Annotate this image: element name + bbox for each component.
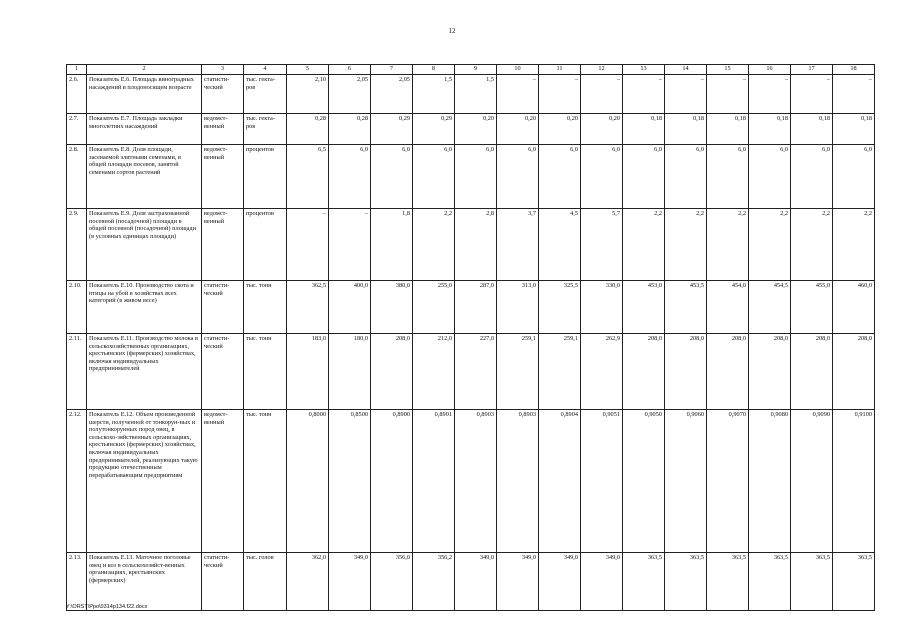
value-cell: 259,1 [497,334,539,410]
value-cell: 455,0 [791,281,833,334]
column-number-header: 14 [665,65,707,75]
indicator-type-cell: статисти-ческий [202,334,244,410]
value-cell: 0,8901 [413,410,455,553]
value-cell: 6,0 [791,145,833,209]
value-cell: 325,5 [539,281,581,334]
value-cell: 2,2 [623,209,665,281]
value-cell: 460,0 [833,281,875,334]
value-cell: 313,0 [497,281,539,334]
row-number-cell: 2.13. [67,553,87,611]
value-cell: – [665,75,707,114]
value-cell: 183,0 [287,334,329,410]
value-cell: 0,8904 [539,410,581,553]
indicator-name-cell: Показатель Е.6. Площадь виноградных насаждений в плодоносящем возрасте [87,75,202,114]
row-number-cell: 2.11. [67,334,87,410]
value-cell: 6,0 [539,145,581,209]
indicator-name-cell: Показатель Е.9. Доля застрахованной посевной (посадочной) площади в общей посевной (посадочной) площади (в условных единицах площади) [87,209,202,281]
value-cell: 2,05 [371,75,413,114]
table-header-row [67,65,875,75]
value-cell: – [749,75,791,114]
value-cell: 0,18 [791,114,833,145]
table-row [67,114,875,145]
unit-cell: процентов [244,145,287,209]
value-cell: 208,0 [707,334,749,410]
value-cell: 349,0 [581,553,623,611]
column-number-header: 15 [707,65,749,75]
value-cell: 380,0 [371,281,413,334]
value-cell: 2,05 [329,75,371,114]
table-row [67,334,875,410]
indicator-type-cell: ведомст-венный [202,145,244,209]
unit-cell: тыс. тонн [244,334,287,410]
value-cell: 0,29 [413,114,455,145]
value-cell: 0,8903 [455,410,497,553]
value-cell: 454,5 [749,281,791,334]
value-cell: 6,0 [413,145,455,209]
column-number-header: 2 [87,65,202,75]
value-cell: 0,20 [539,114,581,145]
value-cell: 363,5 [665,553,707,611]
value-cell: 0,28 [329,114,371,145]
value-cell: 259,1 [539,334,581,410]
column-number-header: 9 [455,65,497,75]
value-cell: 2,2 [791,209,833,281]
indicator-name-cell: Показатель Е.12. Объем произведенной шерсти, полученной от тонкорун-ных и полутонкорунных пород овец, в сельскохо-зяйственных организациях, крестьянских (фермерских) хозяйствах, включая индивидуальных предпринимателей, реализующих такую продукцию отечественным перерабатывающим предприятиям [87,410,202,553]
indicator-name-cell: Показатель Е.13. Маточное поголовье овец и коз в сельскохозяйст-венных организациях, крестьянских (фермерских) [87,553,202,611]
table-row [67,209,875,281]
column-number-header: 18 [833,65,875,75]
value-cell: 255,0 [413,281,455,334]
value-cell: 363,5 [749,553,791,611]
value-cell: 0,18 [623,114,665,145]
value-cell: 0,29 [371,114,413,145]
indicator-name-cell: Показатель Е.8. Доля площади, засеваемой элитными семенами, в общей площади посевов, занятой семенами сортов растений [87,145,202,209]
value-cell: – [833,75,875,114]
value-cell: 208,0 [665,334,707,410]
indicator-name-cell: Показатель Е.10. Производство скота и птицы на убой в хозяйствах всех категорий (в живом весе) [87,281,202,334]
value-cell: 363,5 [623,553,665,611]
value-cell: 208,0 [371,334,413,410]
value-cell: 0,18 [833,114,875,145]
indicator-type-cell: статисти-ческий [202,553,244,611]
value-cell: 356,0 [371,553,413,611]
value-cell: 6,0 [833,145,875,209]
value-cell: 208,0 [791,334,833,410]
value-cell: 6,0 [371,145,413,209]
value-cell: 0,28 [287,114,329,145]
value-cell: 2,10 [287,75,329,114]
column-number-header: 5 [287,65,329,75]
row-number-cell: 2.12. [67,410,87,553]
value-cell: 363,5 [833,553,875,611]
value-cell: – [623,75,665,114]
column-number-header: 7 [371,65,413,75]
value-cell: 287,0 [455,281,497,334]
table-row [67,145,875,209]
value-cell: 6,0 [497,145,539,209]
column-number-header: 4 [244,65,287,75]
value-cell: 1,8 [371,209,413,281]
value-cell: 0,9100 [833,410,875,553]
value-cell: 1,5 [455,75,497,114]
unit-cell: процентов [244,209,287,281]
value-cell: 0,18 [665,114,707,145]
value-cell: 180,0 [329,334,371,410]
indicator-type-cell: ведомст-венный [202,410,244,553]
value-cell: 454,0 [707,281,749,334]
value-cell: 6,0 [707,145,749,209]
value-cell: 0,8500 [329,410,371,553]
value-cell: 5,7 [581,209,623,281]
value-cell: 227,0 [455,334,497,410]
value-cell: 362,0 [287,553,329,611]
value-cell: – [497,75,539,114]
row-number-cell: 2.6. [67,75,87,114]
column-number-header: 3 [202,65,244,75]
value-cell: 2,2 [665,209,707,281]
value-cell: 349,0 [455,553,497,611]
value-cell: 0,20 [455,114,497,145]
value-cell: 362,5 [287,281,329,334]
value-cell: – [329,209,371,281]
value-cell: 212,0 [413,334,455,410]
value-cell: 0,9060 [665,410,707,553]
value-cell: 330,0 [581,281,623,334]
indicators-table-wrapper [66,64,875,611]
indicator-type-cell: ведомст-венный [202,209,244,281]
value-cell: 0,20 [581,114,623,145]
value-cell: 0,8000 [287,410,329,553]
indicator-type-cell: ведомст-венный [202,114,244,145]
column-number-header: 13 [623,65,665,75]
column-number-header: 1 [67,65,87,75]
value-cell: 208,0 [623,334,665,410]
value-cell: 0,9070 [707,410,749,553]
value-cell: 356,2 [413,553,455,611]
value-cell: 349,0 [329,553,371,611]
row-number-cell: 2.9. [67,209,87,281]
unit-cell: тыс. тонн [244,281,287,334]
column-number-header: 16 [749,65,791,75]
value-cell: 0,18 [749,114,791,145]
value-cell: – [791,75,833,114]
value-cell: 0,9090 [791,410,833,553]
indicator-name-cell: Показатель Е.7. Площадь закладки многолетних насаждений [87,114,202,145]
column-number-header: 10 [497,65,539,75]
page-number: 12 [448,27,456,35]
value-cell: 363,5 [791,553,833,611]
value-cell: – [287,209,329,281]
value-cell: 6,5 [287,145,329,209]
column-number-header: 8 [413,65,455,75]
value-cell: 0,18 [707,114,749,145]
value-cell: 6,0 [455,145,497,209]
value-cell: 2,2 [833,209,875,281]
value-cell: 208,0 [833,334,875,410]
value-cell: 4,5 [539,209,581,281]
value-cell: 0,9051 [581,410,623,553]
value-cell: 6,0 [329,145,371,209]
indicator-name-cell: Показатель Е.11. Производство молока в сельскохозяйственных организациях, крестьянских (фермерских) хозяйствах, включая индивидуальных предпринимателей [87,334,202,410]
value-cell: – [581,75,623,114]
value-cell: 1,5 [413,75,455,114]
row-number-cell: 2.8. [67,145,87,209]
unit-cell: тыс. гекта-ров [244,114,287,145]
table-row [67,281,875,334]
value-cell: 453,0 [623,281,665,334]
value-cell: 6,0 [665,145,707,209]
indicators-table [66,64,875,611]
unit-cell: тыс. тонн [244,410,287,553]
row-number-cell: 2.7. [67,114,87,145]
table-row [67,75,875,114]
table-row [67,553,875,611]
value-cell: 349,0 [497,553,539,611]
value-cell: 0,20 [497,114,539,145]
value-cell: 262,9 [581,334,623,410]
file-path-footer: Y:\ORST\Ppo\0314p134.f22.docx [66,604,148,610]
unit-cell: тыс. гекта-ров [244,75,287,114]
value-cell: 363,5 [707,553,749,611]
unit-cell: тыс. голов [244,553,287,611]
value-cell: 349,0 [539,553,581,611]
indicator-type-cell: статисти-ческий [202,281,244,334]
value-cell: 6,0 [581,145,623,209]
column-number-header: 6 [329,65,371,75]
value-cell: 2,2 [749,209,791,281]
value-cell: 208,0 [749,334,791,410]
value-cell: 6,0 [623,145,665,209]
value-cell: – [707,75,749,114]
value-cell: 0,9050 [623,410,665,553]
value-cell: 0,8900 [371,410,413,553]
value-cell: 0,9080 [749,410,791,553]
value-cell: 400,0 [329,281,371,334]
value-cell: 2,2 [707,209,749,281]
value-cell: – [539,75,581,114]
value-cell: 6,0 [749,145,791,209]
value-cell: 3,7 [497,209,539,281]
row-number-cell: 2.10. [67,281,87,334]
table-row [67,410,875,553]
value-cell: 0,8903 [497,410,539,553]
value-cell: 2,2 [413,209,455,281]
column-number-header: 11 [539,65,581,75]
value-cell: 2,8 [455,209,497,281]
value-cell: 453,5 [665,281,707,334]
indicator-type-cell: статисти-ческий [202,75,244,114]
column-number-header: 17 [791,65,833,75]
column-number-header: 12 [581,65,623,75]
